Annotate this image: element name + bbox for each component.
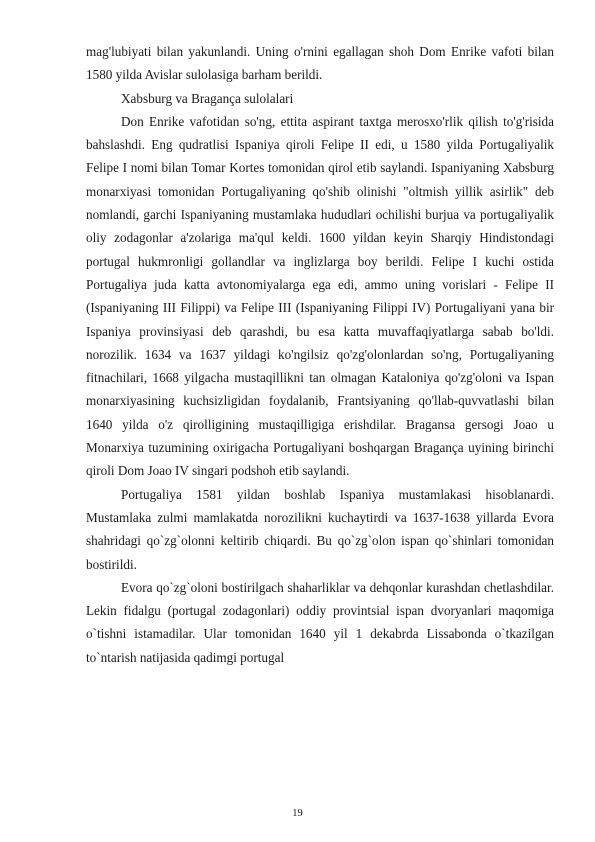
paragraph-succession: Don Enrike vafotidan so'ng, ettita aspirant taxtga merosxo'rlik qilish to'g'risida bahslashdi. Eng qudratlisi Ispaniya qiroli Felipe II edi, u 1580 yilda Portugaliyalik Felipe I nomi bilan Tomar Kortes tomonidan qirol etib saylandi. Ispaniyaning Xabsburg monarxiyasi tomonidan Portugaliyaning qo'shib olinishi "oltmish yillik asirlik" deb nomlandi, garchi Ispaniyaning mustamlaka hududlari ochilishi burjua va portugaliyalik oliy zodagonlar a'zolariga ma'qul keldi. 1600 yildan keyin Sharqiy Hindistondagi portugal hukmronligi gollandlar va inglizlarga boy berildi. Felipe I kuchi ostida Portugaliya juda katta avtonomiyalarga ega edi, ammo uning vorislari - Felipe II (Ispaniyaning III Filippi) va Felipe III (Ispaniyaning Filippi IV) Portugaliyani yana bir Ispaniya provinsiyasi deb qarashdi, bu esa katta muvaffaqiyatlarga sabab bo'ldi. norozilik. 1634 va 1637 yildagi ko'ngilsiz qo'zg'olonlardan so'ng, Portugaliyaning fitnachilari, 1668 yilgacha mustaqillikni tan olmagan Kataloniya qo'zg'oloni va Ispan monarxiyasining kuchsizligidan foydalanib, Frantsiyaning qo'llab-quvvatlashi bilan 1640 yilda o'z qirolligining mustaqilligiga erishdilar. Bragansa gersogi Joao u Monarxiya tuzumining oxirigacha Portugaliyani boshqargan Bragança uyining birinchi qiroli Dom Joao IV singari podshoh etib saylandi.: [86, 113, 554, 479]
paragraph-colony: Portugaliya 1581 yildan boshlab Ispaniya mustamlakasi hisoblanardi. Mustamlaka zulmi mamlakatda norozilikni kuchaytirdi va 1637-1638 yillarda Evora shahridagi qo`zg`olonni keltirib chiqardi. Bu qo`zg`olon ispan qo`shinlari tomonidan bostirildi.: [86, 486, 554, 572]
page-number: 19: [292, 808, 303, 819]
body-text: [86, 40, 554, 669]
section-heading: Xabsburg va Bragança sulolalari: [121, 90, 294, 106]
paragraph-continuation: mag'lubiyati bilan yakunlandi. Uning o'rnini egallagan shoh Dom Enrike vafoti bilan 1580 yilda Avislar sulolasiga barham berildi.: [86, 44, 554, 83]
paragraph-evora: Evora qo`zg`oloni bostirilgach shaharliklar va dehqonlar kurashdan chetlashdilar. Lekin fidalgu (portugal zodagonlari) oddiy provintsial ispan dvoryanlari maqomiga o`tishni istamadilar. Ular tomonidan 1640 yil 1 dekabrda Lissabonda o`tkazilgan to`ntarish natijasida qadimgi portugal: [86, 579, 554, 665]
